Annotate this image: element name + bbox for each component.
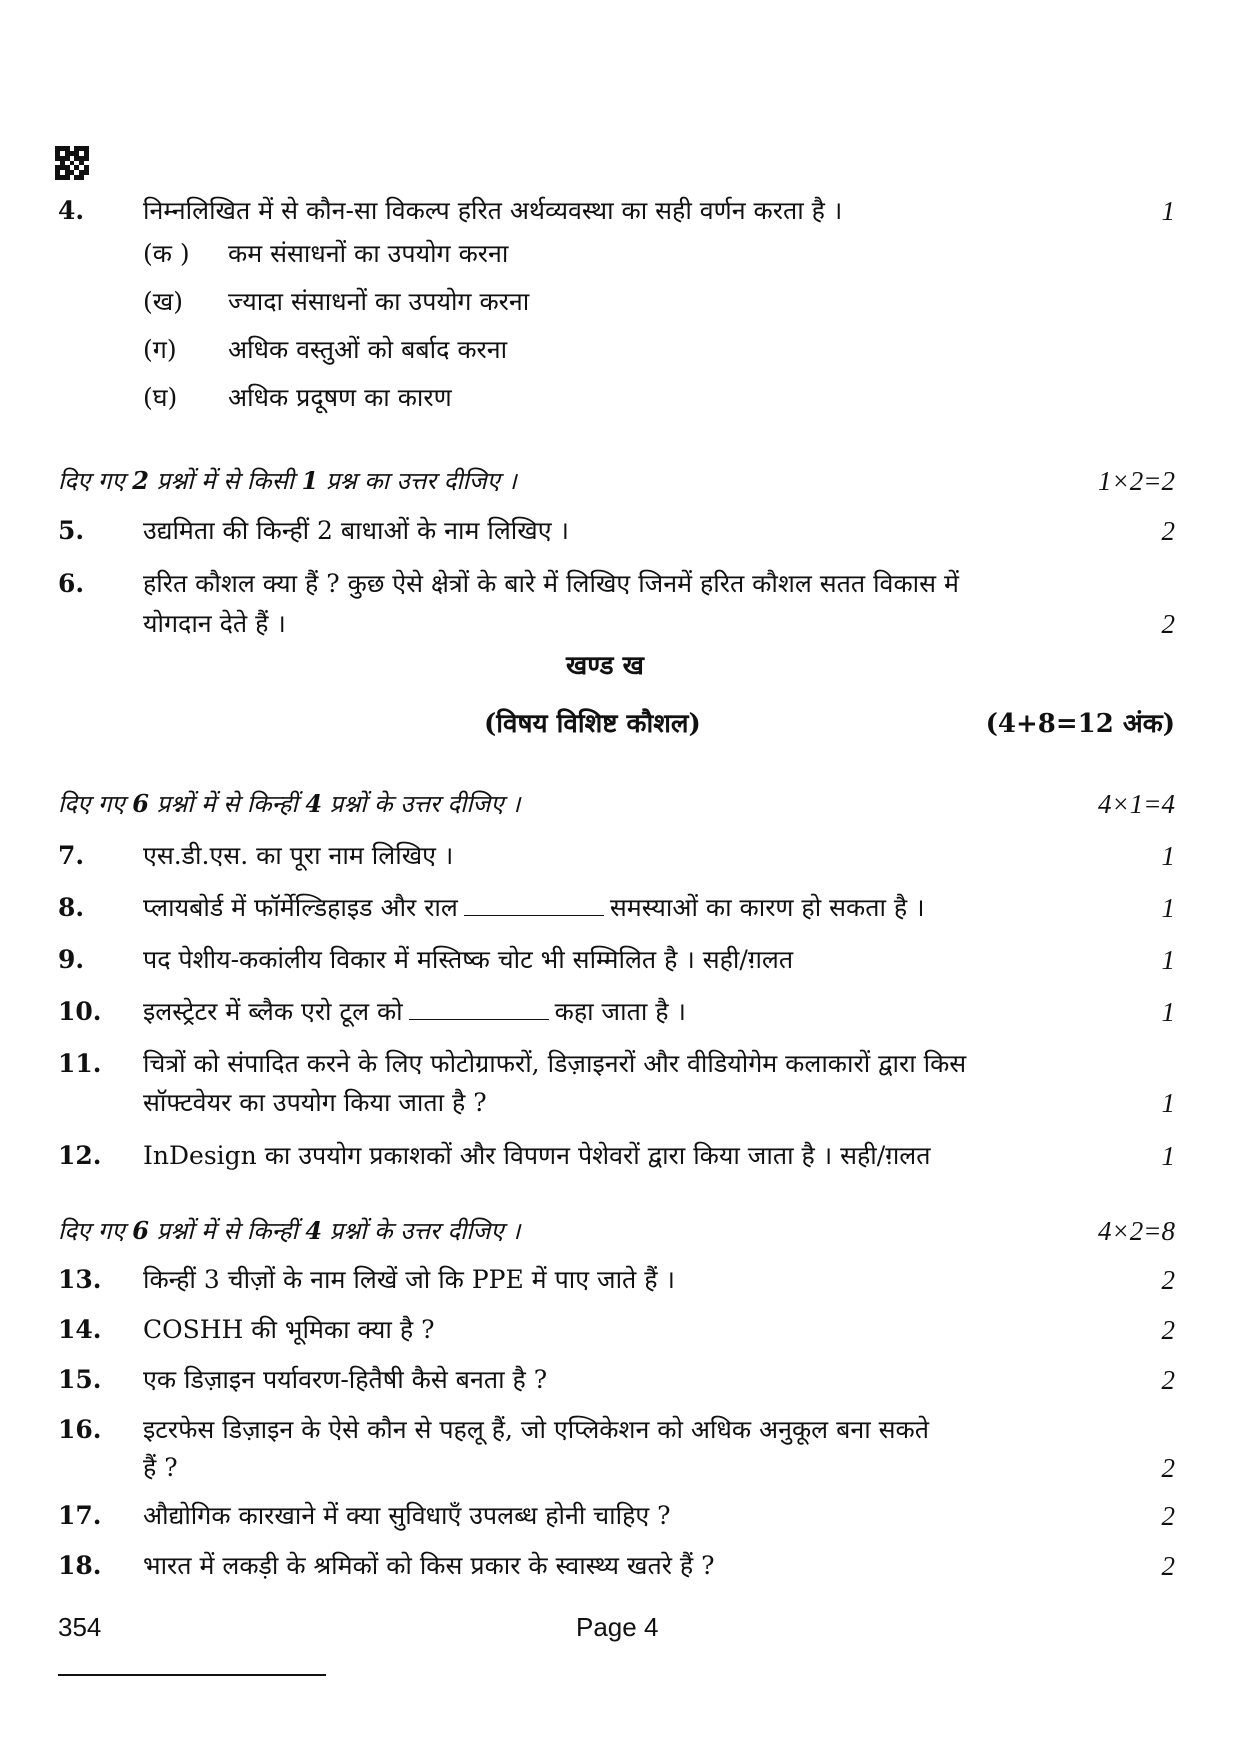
question-marks: 2 (1161, 609, 1175, 639)
question-number: 4. (58, 196, 85, 225)
question-number: 5. (58, 516, 85, 545)
section-marks: (4+8=12 अंक) (985, 709, 1175, 739)
question-number: 11. (58, 1049, 102, 1078)
question-text: COSHH की भूमिका क्या है ? (143, 1315, 435, 1344)
question-number: 9. (58, 945, 85, 974)
question-marks: 1 (1161, 1141, 1175, 1171)
option-text: अधिक प्रदूषण का कारण (228, 383, 452, 412)
section-title: खण्ड ख (566, 651, 644, 681)
question-number: 15. (58, 1365, 102, 1394)
footer-rule (58, 1674, 326, 1676)
question-text: प्लायबोर्ड में फॉर्मेल्डिहाइड और राल समस्याओं का कारण हो सकता है । (143, 893, 925, 922)
question-marks: 2 (1161, 1551, 1175, 1581)
question-text: किन्हीं 3 चीज़ों के नाम लिखें जो कि PPE में पाए जाते हैं । (143, 1265, 675, 1294)
question-marks: 1 (1161, 997, 1175, 1027)
qr-code-icon (55, 146, 89, 180)
question-text: निम्नलिखित में से कौन-सा विकल्प हरित अर्थव्यवस्था का सही वर्णन करता है । (143, 196, 843, 225)
question-marks: 2 (1161, 1315, 1175, 1345)
question-text: हैं ? (143, 1453, 178, 1482)
option-label: (ग) (143, 335, 177, 364)
question-text: इटरफेस डिज़ाइन के ऐसे कौन से पहलू हैं, जो एप्लिकेशन को अधिक अनुकूल बना सकते (143, 1415, 930, 1444)
option-label: (घ) (143, 383, 178, 412)
option-text: अधिक वस्तुओं को बर्बाद करना (228, 335, 508, 364)
question-number: 8. (58, 893, 85, 922)
question-text: सॉफ्टवेयर का उपयोग किया जाता है ? (143, 1088, 487, 1117)
question-number: 12. (58, 1141, 102, 1170)
question-text: योगदान देते हैं । (143, 609, 286, 638)
option-label: (क ) (143, 239, 190, 268)
option-label: (ख) (143, 287, 183, 316)
question-text: एस.डी.एस. का पूरा नाम लिखिए । (143, 841, 454, 870)
instruction-marks: 4×2=8 (1098, 1216, 1175, 1246)
question-marks: 1 (1161, 945, 1175, 975)
question-text: एक डिज़ाइन पर्यावरण-हितैषी कैसे बनता है ? (143, 1365, 548, 1394)
question-marks: 1 (1161, 841, 1175, 871)
question-text: उद्यमिता की किन्हीं 2 बाधाओं के नाम लिखिए । (143, 516, 569, 545)
question-marks: 1 (1161, 196, 1175, 226)
question-marks: 1 (1161, 1088, 1175, 1118)
question-number: 18. (58, 1551, 102, 1580)
instruction-marks: 1×2=2 (1098, 466, 1175, 496)
question-number: 10. (58, 997, 102, 1026)
question-text: InDesign का उपयोग प्रकाशकों और विपणन पेशेवरों द्वारा किया जाता है । सही/ग़लत (143, 1141, 931, 1170)
option-text: ज्यादा संसाधनों का उपयोग करना (228, 287, 530, 316)
answer-blank (409, 999, 549, 1020)
instruction-text: दिए गए 2 प्रश्नों में से किसी 1 प्रश्न का उत्तर दीजिए । (58, 466, 517, 495)
question-text: इलस्ट्रेटर में ब्लैक एरो टूल को कहा जाता है । (143, 997, 686, 1026)
question-text: हरित कौशल क्या हैं ? कुछ ऐसे क्षेत्रों के बारे में लिखिए जिनमें हरित कौशल सतत विकास में (143, 569, 959, 598)
question-marks: 2 (1161, 1501, 1175, 1531)
question-number: 17. (58, 1501, 102, 1530)
question-marks: 2 (1161, 1365, 1175, 1395)
paper-code: 354 (58, 1612, 102, 1642)
question-marks: 2 (1161, 1265, 1175, 1295)
answer-blank (464, 895, 604, 916)
instruction-marks: 4×1=4 (1098, 789, 1175, 819)
question-marks: 2 (1161, 1453, 1175, 1483)
instruction-text: दिए गए 6 प्रश्नों में से किन्हीं 4 प्रश्नों के उत्तर दीजिए । (58, 1216, 521, 1245)
question-text: चित्रों को संपादित करने के लिए फोटोग्राफरों, डिज़ाइनरों और वीडियोगेम कलाकारों द्वारा किस (143, 1049, 967, 1078)
question-number: 16. (58, 1415, 102, 1444)
option-text: कम संसाधनों का उपयोग करना (228, 239, 509, 268)
question-marks: 1 (1161, 893, 1175, 923)
question-number: 6. (58, 569, 85, 598)
question-number: 13. (58, 1265, 102, 1294)
question-number: 7. (58, 841, 85, 870)
instruction-text: दिए गए 6 प्रश्नों में से किन्हीं 4 प्रश्नों के उत्तर दीजिए । (58, 789, 521, 818)
question-number: 14. (58, 1315, 102, 1344)
question-marks: 2 (1161, 516, 1175, 546)
page-number: Page 4 (576, 1612, 659, 1642)
section-subtitle: (विषय विशिष्ट कौशल) (484, 709, 701, 739)
question-text: औद्योगिक कारखाने में क्या सुविधाएँ उपलब्ध होनी चाहिए ? (143, 1501, 671, 1530)
question-text: पद पेशीय-ककांलीय विकार में मस्तिष्क चोट भी सम्मिलित है । सही/ग़लत (143, 945, 794, 974)
question-text: भारत में लकड़ी के श्रमिकों को किस प्रकार के स्वास्थ्य खतरे हैं ? (143, 1551, 715, 1580)
